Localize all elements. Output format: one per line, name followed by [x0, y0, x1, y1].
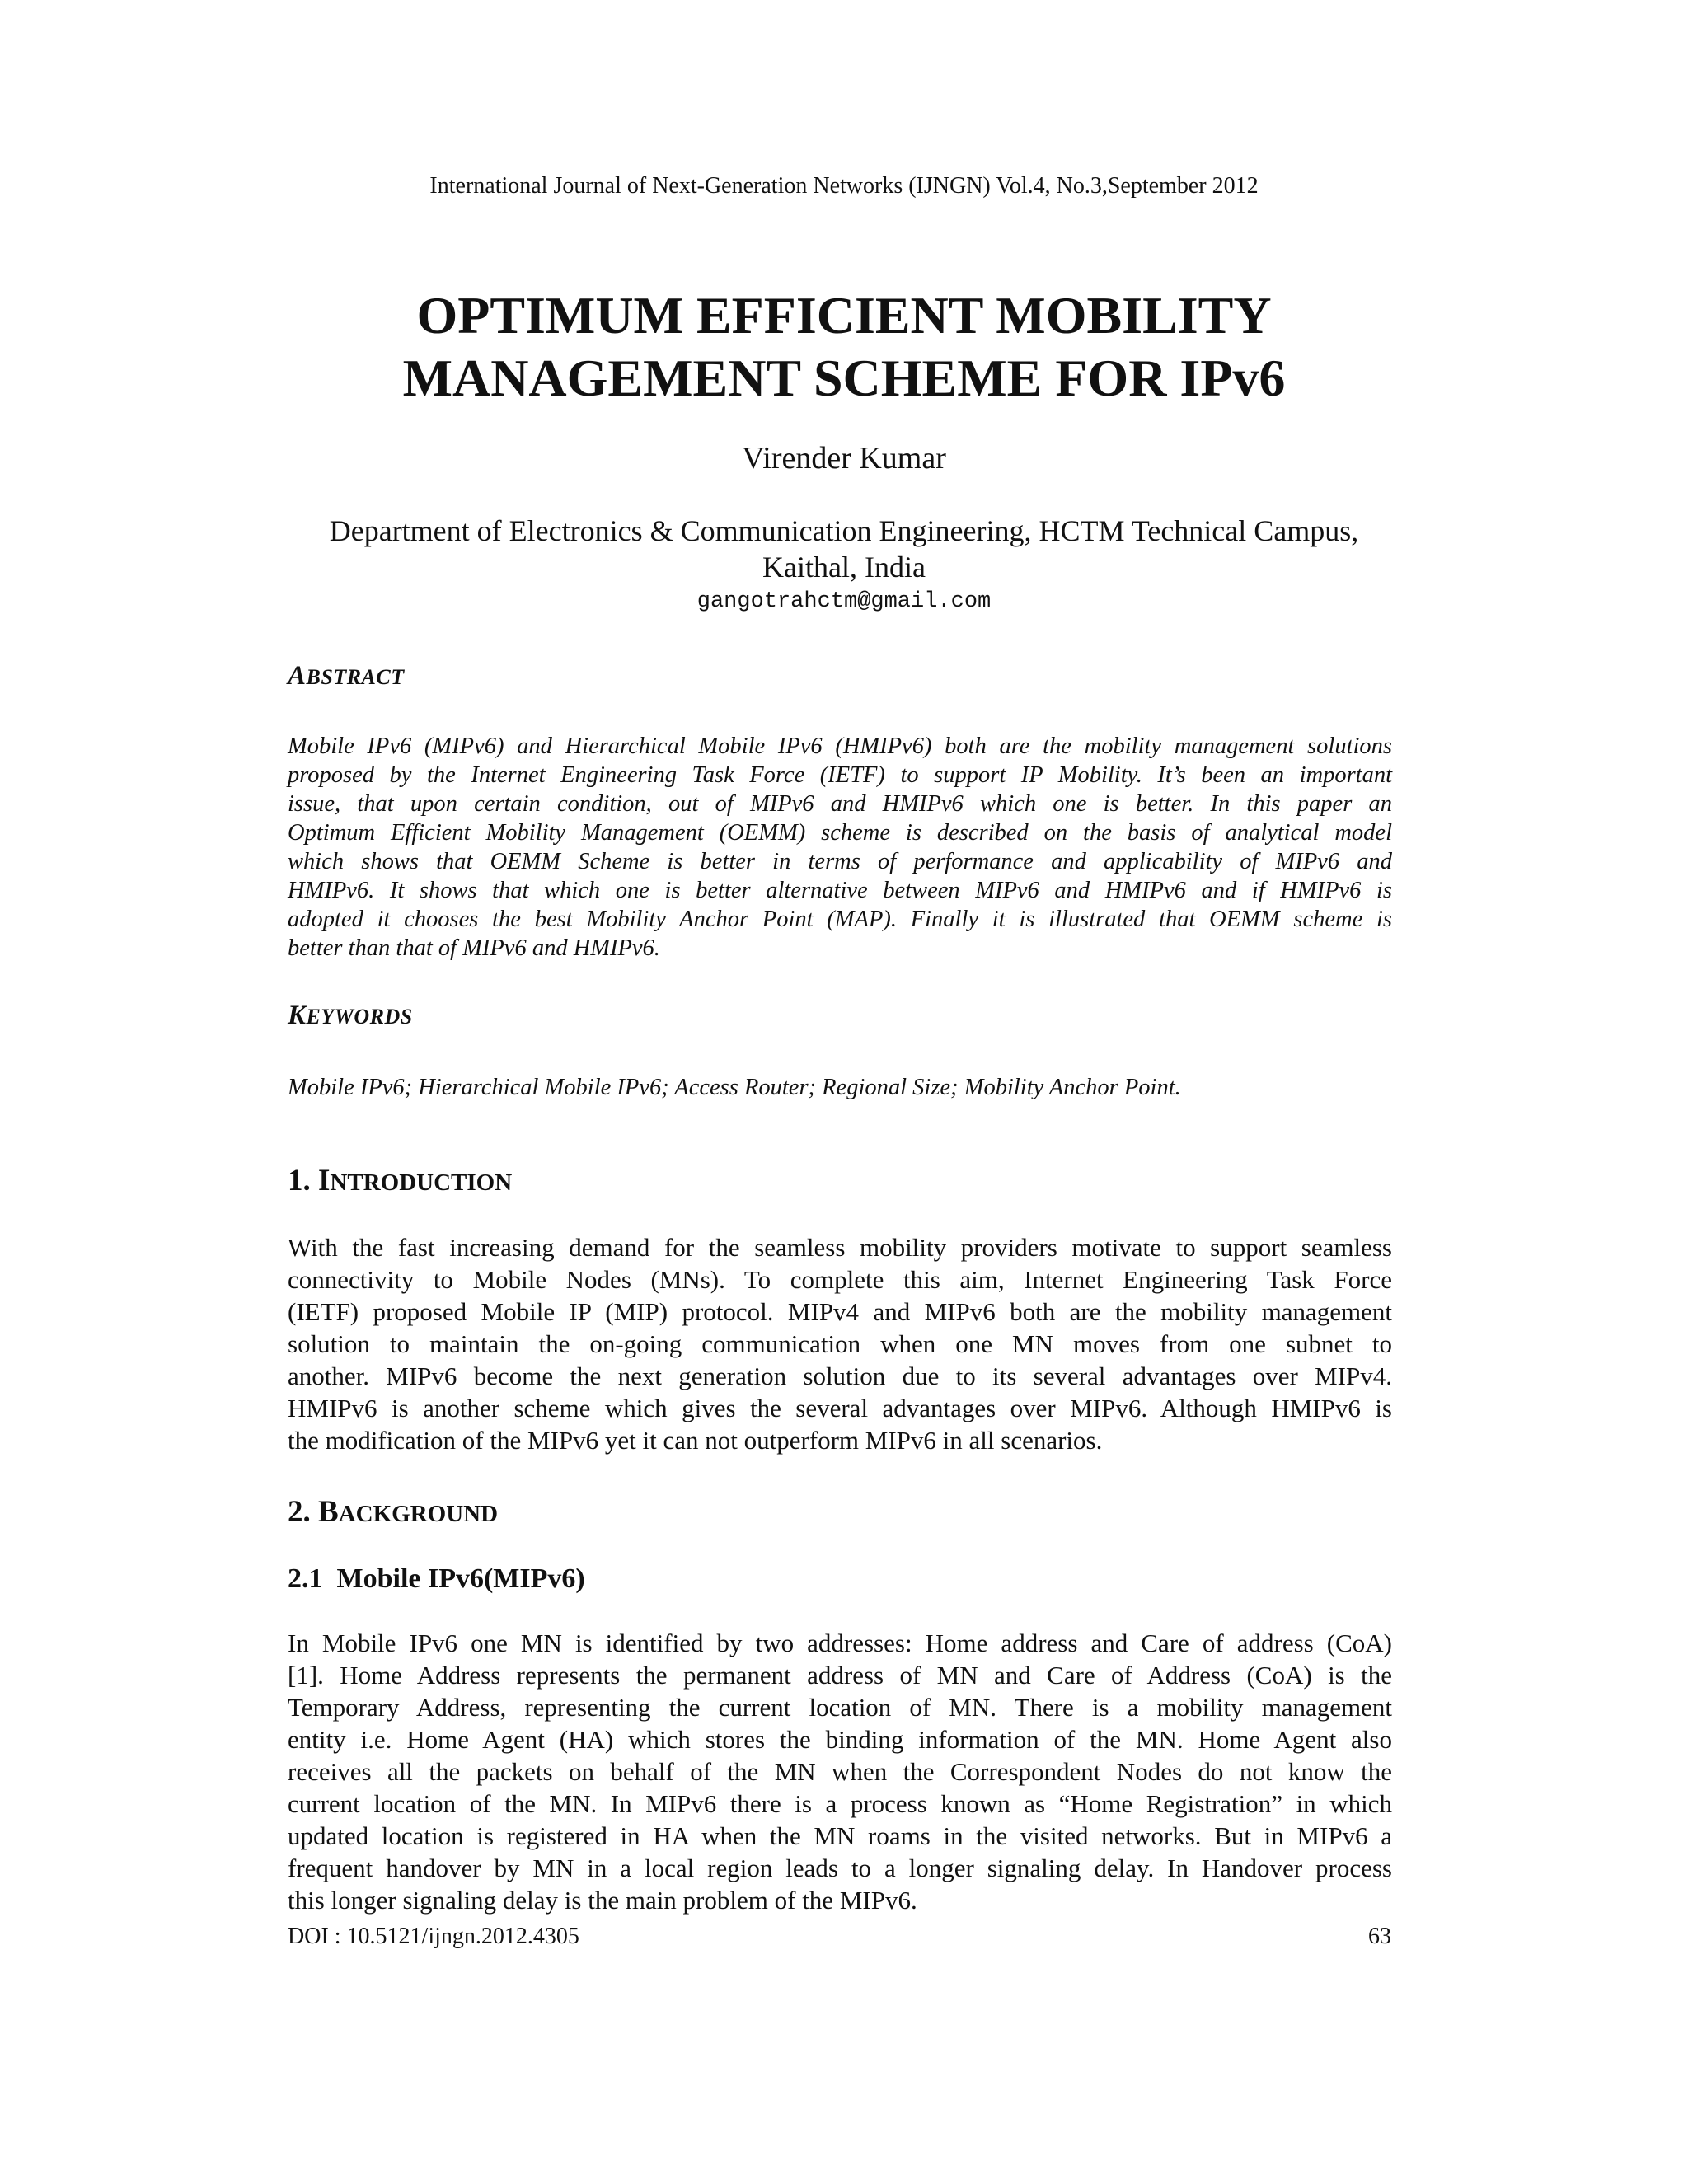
- footer-doi: DOI : 10.5121/ijngn.2012.4305: [288, 1924, 579, 1949]
- abstract-line: Mobile IPv6 (MIPv6) and Hierarchical Mobile IPv6 (HMIPv6) both are the mobility management solutions: [288, 733, 1392, 759]
- body-line: another. MIPv6 become the next generation solution due to its several advantages over MIPv4.: [288, 1361, 1392, 1390]
- body-line: In Mobile IPv6 one MN is identified by two addresses: Home address and Care of address (CoA): [288, 1629, 1392, 1657]
- introduction-body: [288, 1231, 1392, 1456]
- author-affiliation: [0, 513, 1688, 585]
- body-line: Temporary Address, representing the current location of MN. There is a mobility management: [288, 1693, 1392, 1722]
- keywords-heading-rest: EYWORDS: [306, 1005, 413, 1029]
- body-line: (IETF) proposed Mobile IP (MIP) protocol. MIPv4 and MIPv6 both are the mobility management: [288, 1297, 1392, 1326]
- section-heading-introduction: [288, 1162, 512, 1202]
- section-rest: NTRODUCTION: [330, 1169, 513, 1196]
- keywords-body: Mobile IPv6; Hierarchical Mobile IPv6; Access Router; Regional Size; Mobility Anchor Point.: [288, 1075, 1181, 1100]
- body-line: frequent handover by MN in a local region leads to a longer signaling delay. In Handover process: [288, 1854, 1392, 1882]
- body-line: this longer signaling delay is the main problem of the MIPv6.: [288, 1886, 917, 1915]
- abstract-line: HMIPv6. It shows that which one is better alternative between MIPv6 and HMIPv6 and if HMIPv6 is: [288, 878, 1392, 903]
- abstract-line: proposed by the Internet Engineering Task Force (IETF) to support IP Mobility. It’s been an important: [288, 762, 1392, 788]
- section-heading-background: [288, 1493, 498, 1533]
- running-header: International Journal of Next-Generation Networks (IJNGN) Vol.4, No.3,September 2012: [429, 173, 1259, 199]
- abstract-line: which shows that OEMM Scheme is better in terms of performance and applicability of MIPv6 and: [288, 849, 1392, 874]
- section-number: 1.: [288, 1164, 318, 1197]
- body-line: the modification of the MIPv6 yet it can not outperform MIPv6 in all scenarios.: [288, 1426, 1103, 1455]
- abstract-heading: [288, 659, 405, 694]
- subsection-heading-mipv6: 2.1 Mobile IPv6(MIPv6): [288, 1563, 585, 1594]
- abstract-body: [288, 732, 1392, 963]
- mipv6-body: [288, 1627, 1392, 1916]
- body-line: connectivity to Mobile Nodes (MNs). To complete this aim, Internet Engineering Task Force: [288, 1265, 1392, 1294]
- body-line: current location of the MN. In MIPv6 there is a process known as “Home Registration” in which: [288, 1789, 1392, 1818]
- title-line-2: MANAGEMENT SCHEME FOR IPv6: [402, 349, 1286, 407]
- author-email: gangotrahctm@gmail.com: [696, 589, 992, 614]
- abstract-line: Optimum Efficient Mobility Management (OEMM) scheme is described on the basis of analytical model: [288, 820, 1392, 846]
- body-line: HMIPv6 is another scheme which gives the several advantages over MIPv6. Although HMIPv6 is: [288, 1394, 1392, 1422]
- section-number: 2.: [288, 1495, 318, 1529]
- section-rest: ACKGROUND: [338, 1501, 499, 1527]
- abstract-heading-rest: BSTRACT: [306, 665, 405, 689]
- body-line: With the fast increasing demand for the seamless mobility providers motivate to support seamless: [288, 1233, 1392, 1262]
- author-name: Virender Kumar: [742, 441, 946, 476]
- section-initial: I: [318, 1164, 331, 1197]
- abstract-heading-initial: A: [288, 661, 307, 691]
- body-line: receives all the packets on behalf of the MN when the Correspondent Nodes do not know the: [288, 1757, 1392, 1786]
- title-line-1: OPTIMUM EFFICIENT MOBILITY: [416, 286, 1272, 344]
- body-line: entity i.e. Home Agent (HA) which stores the binding information of the MN. Home Agent also: [288, 1725, 1392, 1754]
- section-initial: B: [318, 1495, 339, 1529]
- keywords-heading: [288, 999, 413, 1033]
- abstract-line: better than that of MIPv6 and HMIPv6.: [288, 935, 660, 961]
- abstract-line: issue, that upon certain condition, out of MIPv6 and HMIPv6 which one is better. In this paper an: [288, 791, 1392, 817]
- paper-title: [0, 284, 1688, 410]
- body-line: solution to maintain the on-going communication when one MN moves from one subnet to: [288, 1329, 1392, 1358]
- keywords-heading-initial: K: [288, 1001, 307, 1030]
- page-number: 63: [1368, 1924, 1391, 1949]
- abstract-line: adopted it chooses the best Mobility Anchor Point (MAP). Finally it is illustrated that OEMM scheme is: [288, 907, 1392, 932]
- body-line: updated location is registered in HA when the MN roams in the visited networks. But in MIPv6 a: [288, 1821, 1392, 1850]
- body-line: [1]. Home Address represents the permanent address of MN and Care of Address (CoA) is the: [288, 1661, 1392, 1690]
- affiliation-line-2: Kaithal, India: [762, 551, 926, 583]
- affiliation-line-1: Department of Electronics & Communication Engineering, HCTM Technical Campus,: [329, 514, 1359, 547]
